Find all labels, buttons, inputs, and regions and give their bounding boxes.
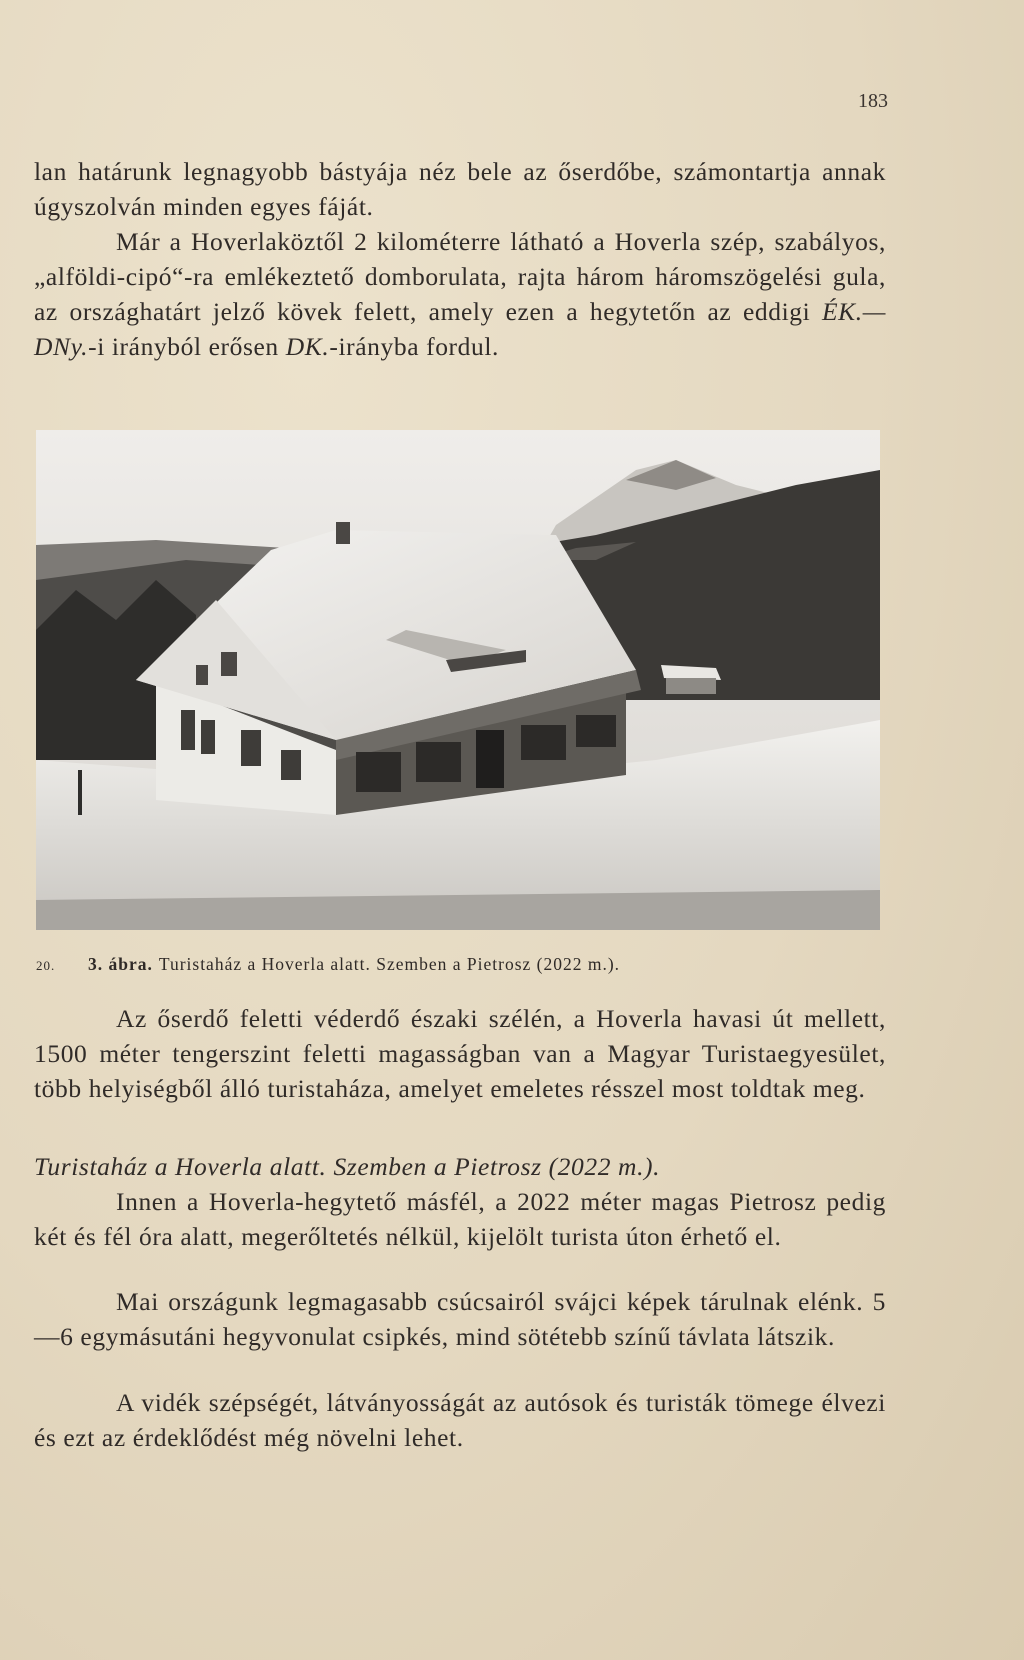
direction-ek-dny: ÉK.—DNy. bbox=[34, 297, 886, 361]
paragraph-2-text-start: Már a Hoverlaköztől 2 kilométerre látható a Hoverla szép, szabályos, „alföldi-cipó“-ra emlékeztető domborulata, rajta három háromszögelési gula, az országhatárt jelző kövek felett, amely ezen a hegytetőn az eddigi bbox=[34, 227, 886, 326]
paragraph-3: Az őserdő feletti véderdő északi szélén, a Hoverla havasi út mellett, 1500 méter tengerszint feletti magasságban van a Magyar Turistaegyesület, több helyiségből álló turistaháza, amelyet emeletes résszel most toldtak meg. bbox=[34, 1004, 886, 1103]
paragraph-7: A vidék szépségét, látványosságát az autósok és turisták tömege élvezi és ezt az érdeklődést még növelni lehet. bbox=[34, 1388, 886, 1452]
paragraph-4-text: Turistaház a Hoverla alatt. Szemben a Pietrosz (2022 m.). bbox=[34, 1152, 661, 1181]
paragraph-5: Innen a Hoverla-hegytető másfél, a 2022 méter magas Pietrosz pedig két és fél óra alatt, megerőltetés nélkül, kijelölt turista úton érhető el. bbox=[34, 1187, 886, 1251]
direction-dk: DK. bbox=[285, 332, 330, 361]
page-number: 183 bbox=[858, 90, 888, 112]
figure-number: 3. ábra. bbox=[88, 954, 153, 974]
photo-mountain-hut bbox=[36, 430, 880, 930]
paragraph-2-text-end: -irányba fordul. bbox=[329, 332, 499, 361]
paragraph-6: Mai országunk legmagasabb csúcsairól svájci képek tárulnak elénk. 5—6 egymásutáni hegyvonulat csipkés, mind sötétebb színű távlata látszik. bbox=[34, 1287, 886, 1351]
paragraph-2 bbox=[34, 224, 886, 364]
paragraph-1: lan határunk legnagyobb bástyája néz bele az őserdőbe, számontartja annak úgyszolván minden egyes fáját. bbox=[34, 157, 886, 221]
figure-caption bbox=[36, 954, 888, 975]
figure-caption-text: Turistaház a Hoverla alatt. Szemben a Pietrosz (2022 m.). bbox=[158, 954, 621, 974]
figure-prefix: 20. bbox=[36, 958, 56, 973]
paragraph-4-italic-caption bbox=[34, 1149, 886, 1184]
paragraph-2-text-mid: -i irányból erősen bbox=[88, 332, 286, 361]
